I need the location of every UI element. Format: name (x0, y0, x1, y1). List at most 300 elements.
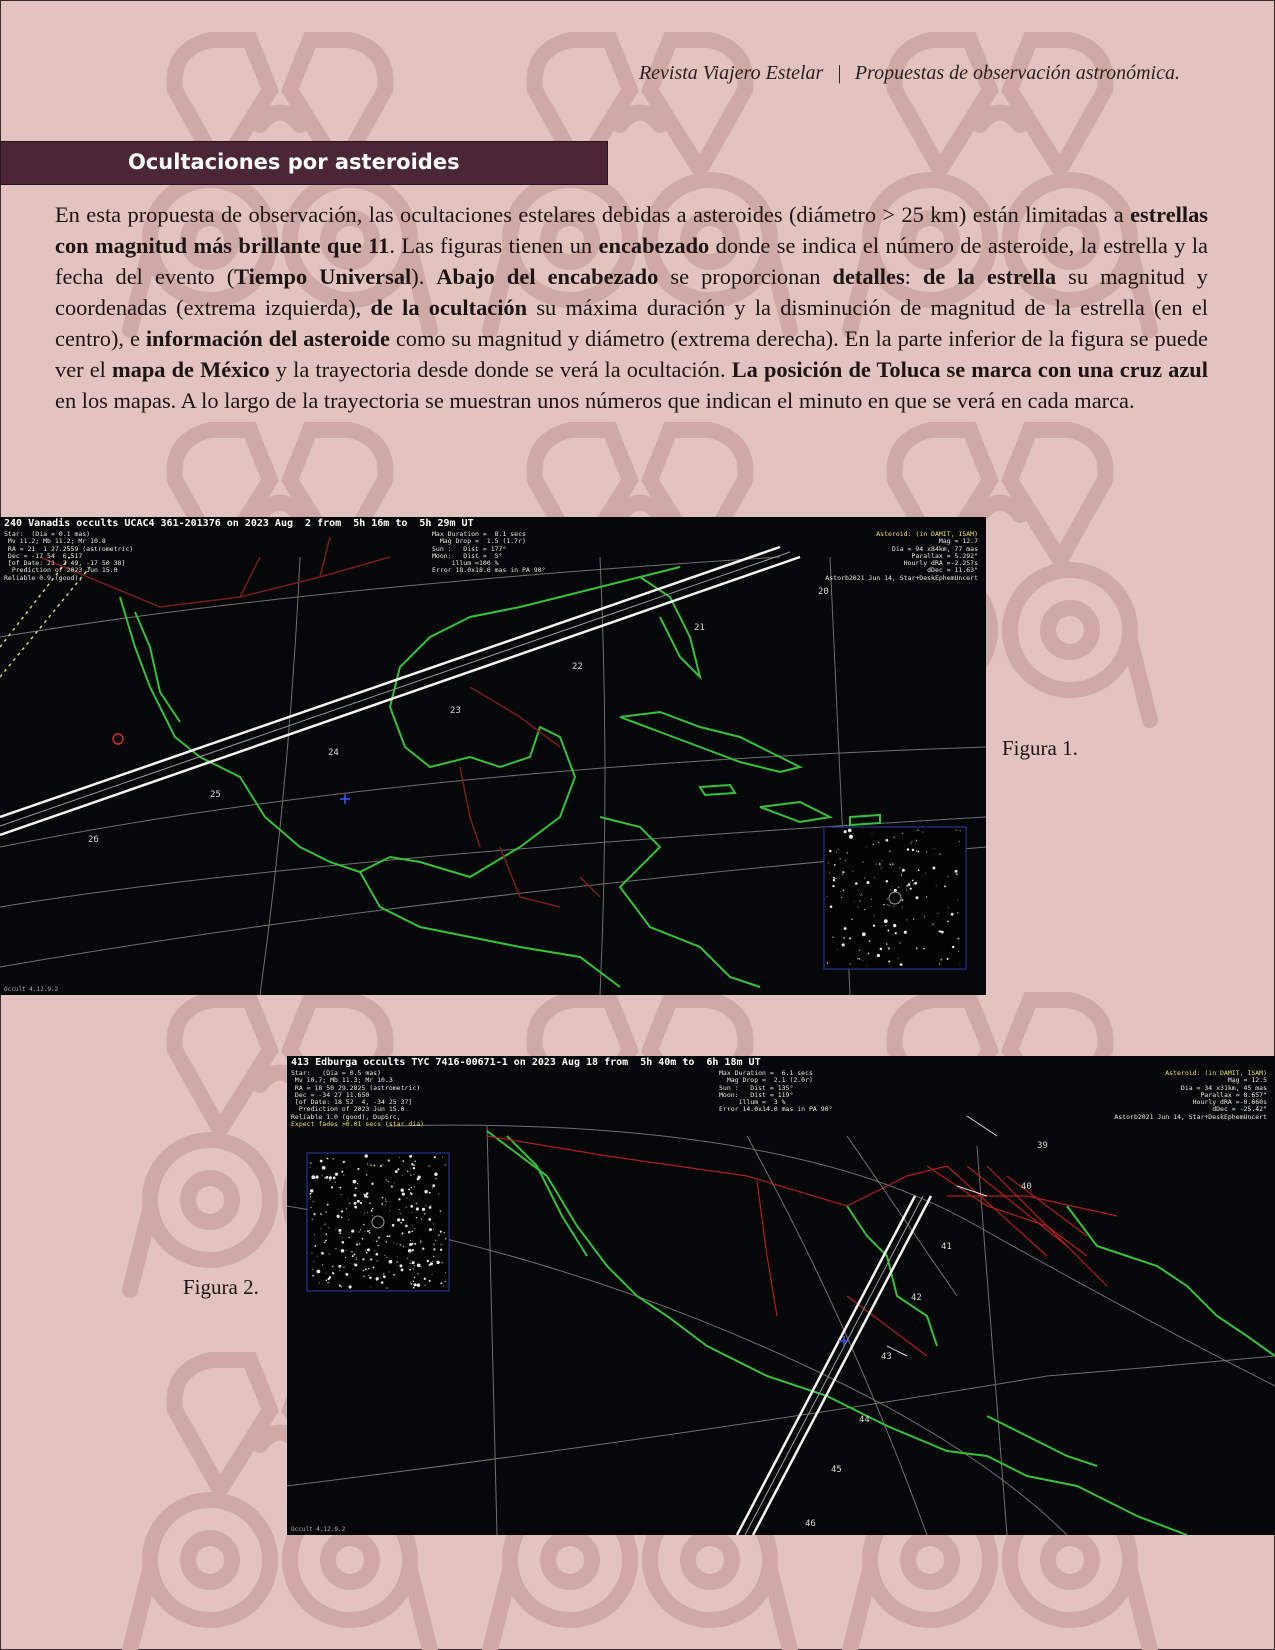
star-dot (443, 1286, 444, 1287)
star-dot (827, 896, 828, 897)
info-line: Mag = 12.5 (1227, 1076, 1267, 1085)
star-dot (883, 904, 884, 905)
star-dot (841, 891, 842, 892)
star-dot (410, 1260, 411, 1261)
star-dot (332, 1272, 334, 1274)
star-dot (869, 940, 871, 942)
star-dot (902, 907, 903, 908)
star-dot (401, 1268, 404, 1271)
star-dot (918, 869, 920, 871)
star-dot (367, 1248, 370, 1251)
star-dot (335, 1182, 336, 1183)
star-dot (413, 1281, 414, 1282)
star-dot (421, 1219, 422, 1220)
star-dot (902, 899, 904, 901)
star-dot (900, 963, 903, 966)
star-dot (841, 897, 842, 898)
star-dot (957, 900, 958, 901)
star-dot (349, 1203, 350, 1204)
star-dot (932, 924, 933, 925)
star-dot (397, 1256, 398, 1257)
star-dot (840, 858, 841, 859)
star-dot (425, 1205, 426, 1206)
star-dot (321, 1252, 324, 1255)
star-dot (842, 943, 845, 946)
star-dot (882, 860, 883, 861)
star-dot (383, 1275, 386, 1278)
star-dot (365, 1268, 367, 1270)
star-dot (394, 1183, 395, 1184)
star-dot (859, 900, 860, 901)
star-dot (848, 828, 852, 832)
star-dot (862, 862, 863, 863)
star-dot (386, 1287, 387, 1288)
info-line: Dec = -34 27 11.650 (291, 1090, 370, 1099)
star-dot (325, 1211, 326, 1212)
star-dot (445, 1238, 446, 1239)
star-dot (414, 1243, 416, 1245)
star-dot (960, 830, 961, 831)
star-dot (409, 1269, 411, 1271)
emphasis-text: Tiempo Universal (234, 264, 412, 289)
star-dot (849, 937, 851, 939)
star-dot (956, 873, 958, 875)
info-line: [of Date: 21 2 49, -17 50 38] (4, 559, 126, 568)
star-dot (916, 850, 917, 851)
star-dot (425, 1285, 426, 1286)
star-dot (431, 1205, 432, 1206)
star-dot (886, 839, 889, 842)
figure-1-map-svg (0, 517, 986, 995)
star-dot (386, 1201, 387, 1202)
star-dot (906, 885, 908, 887)
figure-1-caption: Figura 1. (1002, 736, 1078, 760)
star-dot (341, 1216, 343, 1218)
star-dot (918, 851, 920, 853)
star-dot (339, 1232, 341, 1234)
info-line: Dec = -17 54 6.517 (4, 551, 83, 560)
star-dot (832, 885, 834, 887)
star-dot (355, 1187, 357, 1189)
star-dot (888, 960, 890, 962)
star-dot (371, 1183, 373, 1185)
star-dot (910, 888, 912, 890)
star-dot (385, 1199, 386, 1200)
star-dot (313, 1201, 314, 1202)
star-dot (888, 948, 890, 950)
star-dot (907, 848, 910, 851)
star-dot (401, 1189, 404, 1192)
graticule-ticks (887, 1116, 997, 1356)
star-dot (374, 1165, 376, 1167)
star-dot (911, 841, 912, 842)
star-dot (902, 869, 905, 872)
star-dot (414, 1161, 415, 1162)
star-dot (328, 1278, 330, 1280)
star-dot (422, 1248, 424, 1250)
star-dot (365, 1201, 366, 1202)
star-dot (347, 1198, 348, 1199)
star-dot (314, 1245, 316, 1247)
star-dot (369, 1230, 370, 1231)
star-dot (400, 1244, 401, 1245)
star-dot (419, 1198, 420, 1199)
star-dot (364, 1154, 367, 1157)
star-dot (416, 1207, 419, 1210)
info-line: Dia = 34 x31km, 45 mas (1180, 1083, 1267, 1092)
star-dot (923, 948, 925, 950)
star-dot (958, 951, 959, 952)
star-dot (326, 1234, 328, 1236)
info-line: Prediction of 2023 Jun 15.0 (4, 566, 118, 575)
path-minute-label: 45 (831, 1465, 842, 1475)
star-dot (414, 1277, 415, 1278)
star-dot (430, 1262, 433, 1265)
star-dot (411, 1187, 412, 1188)
star-dot (438, 1194, 439, 1195)
emphasis-text: de la estrella (922, 264, 1057, 289)
star-dot (310, 1189, 313, 1192)
star-dot (432, 1184, 435, 1187)
star-dot (319, 1282, 320, 1283)
star-dot (341, 1194, 342, 1195)
info-line: Max Duration = 8.1 secs (432, 530, 526, 538)
star-dot (356, 1244, 358, 1246)
star-dot (354, 1194, 357, 1197)
star-dot (402, 1218, 405, 1221)
star-dot (428, 1165, 429, 1166)
info-line: Astorb2021 Jun 14, Star+DeskEphemUncert (825, 573, 978, 582)
star-dot (429, 1228, 432, 1231)
star-dot (827, 962, 828, 963)
star-dot (441, 1262, 442, 1263)
star-dot (313, 1261, 314, 1262)
star-dot (335, 1248, 336, 1249)
star-dot (890, 890, 891, 891)
star-dot (369, 1232, 371, 1234)
star-dot (410, 1282, 411, 1283)
star-dot (881, 868, 882, 869)
star-dot (374, 1250, 375, 1251)
star-dot (311, 1175, 315, 1179)
star-dot (382, 1164, 383, 1165)
star-dot (388, 1159, 390, 1161)
star-dot (407, 1198, 408, 1199)
star-dot (376, 1277, 379, 1280)
star-dot (877, 954, 880, 957)
body-text-run: se proporcionan (658, 264, 833, 289)
occultation-details-block (719, 1070, 833, 1114)
info-line: Error 14.0x14.0 mas in PA 90° (719, 1105, 833, 1114)
section-name: Propuestas de observación astronómica. (854, 62, 1180, 84)
star-dot (335, 1173, 338, 1176)
star-dot (362, 1238, 364, 1240)
star-dot (398, 1198, 400, 1200)
journal-name: Revista Viajero Estelar (638, 62, 824, 84)
star-dot (372, 1215, 373, 1216)
star-dot (414, 1265, 415, 1266)
star-dot (400, 1213, 401, 1214)
figure-2-occultation-map (287, 1056, 1275, 1535)
info-line: Mv 10.7; Mb 11.3; Mr 10.3 (291, 1076, 393, 1085)
star-dot (880, 948, 883, 951)
star-dot (412, 1261, 415, 1264)
star-dot (351, 1251, 352, 1252)
star-dot (366, 1192, 369, 1195)
star-dot (433, 1223, 434, 1224)
star-dot (376, 1240, 378, 1242)
star-dot (329, 1180, 330, 1181)
star-dot (405, 1225, 408, 1228)
star-dot (354, 1202, 357, 1205)
star-dot (332, 1266, 333, 1267)
star-dot (420, 1241, 422, 1243)
star-dot (429, 1206, 432, 1209)
star-dot (345, 1273, 347, 1275)
figure-1-occultation-map (0, 517, 986, 995)
star-dot (916, 948, 917, 949)
star-dot (408, 1231, 411, 1234)
star-dot (399, 1264, 402, 1267)
star-dot (363, 1224, 365, 1226)
star-dot (913, 918, 914, 919)
star-dot (836, 852, 837, 853)
star-dot (357, 1200, 360, 1203)
star-dot (434, 1173, 437, 1176)
info-line: Dia = 94 x84km, 77 mas (891, 544, 978, 553)
star-dot (915, 896, 918, 899)
star-dot (324, 1177, 325, 1178)
star-dot (348, 1219, 349, 1220)
star-dot (959, 963, 960, 964)
star-dot (389, 1272, 390, 1273)
star-dot (917, 830, 918, 831)
star-dot (435, 1240, 436, 1241)
star-dot (910, 882, 911, 883)
star-dot (313, 1275, 314, 1276)
star-dot (440, 1210, 441, 1211)
star-dot (325, 1280, 327, 1282)
info-line: Mag Drop = 2.1 (2.0r) (719, 1076, 813, 1085)
path-minute-label: 20 (818, 587, 829, 597)
star-dot (440, 1231, 442, 1233)
info-line: [of Date: 18 52 4, -34 25 37] (291, 1098, 413, 1107)
star-dot (352, 1255, 354, 1257)
star-dot (327, 1158, 328, 1159)
star-dot (325, 1240, 327, 1242)
star-dot (314, 1213, 315, 1214)
star-dot (324, 1242, 326, 1244)
star-dot (383, 1274, 384, 1275)
star-dot (843, 890, 844, 891)
star-dot (317, 1270, 321, 1274)
star-dot (416, 1217, 418, 1219)
star-dot (833, 879, 835, 881)
star-dot (349, 1285, 352, 1288)
star-dot (381, 1203, 383, 1205)
star-dot (843, 937, 845, 939)
star-dot (874, 877, 875, 878)
info-line: Hourly dRA =-0.660s (1192, 1098, 1267, 1107)
star-dot (864, 878, 865, 879)
star-details-block (4, 531, 133, 582)
star-dot (335, 1229, 336, 1230)
star-dot (354, 1264, 357, 1267)
star-dot (397, 1218, 400, 1221)
star-dot (357, 1183, 358, 1184)
star-dot (873, 915, 874, 916)
info-line: Sun : Dist = 135° (719, 1083, 794, 1092)
star-dot (401, 1232, 403, 1234)
star-dot (413, 1165, 415, 1167)
star-dot (879, 863, 881, 865)
star-dot (339, 1285, 341, 1287)
figure-2-header: 413 Edburga occults TYC 7416-00671-1 on 2023 Aug 18 from 5h 40m to 6h 18m UT (291, 1057, 761, 1068)
star-dot (887, 898, 888, 899)
star-dot (402, 1175, 403, 1176)
star-dot (417, 1283, 420, 1286)
star-dot (317, 1256, 318, 1257)
star-dot (389, 1260, 393, 1264)
path-minute-label: 39 (1037, 1141, 1048, 1151)
star-dot (429, 1192, 431, 1194)
star-field-inset (307, 1153, 449, 1291)
star-dot (432, 1274, 433, 1275)
figure-2-map-svg (287, 1056, 1275, 1535)
star-dot (878, 842, 879, 843)
star-dot (855, 882, 858, 885)
star-dot (892, 863, 894, 865)
star-dot (429, 1280, 431, 1282)
path-minute-label: 21 (694, 623, 705, 633)
star-dot (893, 924, 896, 927)
figure-2-software-footer: Occult 4.12.9.2 (291, 1526, 346, 1533)
info-line: Error 18.0x18.0 mas in PA 90° (432, 566, 546, 575)
star-dot (320, 1228, 321, 1229)
star-dot (406, 1207, 407, 1208)
star-dot (850, 963, 851, 964)
star-dot (309, 1193, 311, 1195)
star-dot (310, 1167, 311, 1168)
star-dot (433, 1244, 434, 1245)
star-dot (363, 1276, 364, 1277)
star-dot (926, 896, 927, 897)
star-dot (421, 1266, 422, 1267)
star-dot (866, 881, 869, 884)
info-line: dDec = -25.42" (1212, 1105, 1267, 1114)
star-dot (322, 1166, 326, 1170)
toluca-cross-icon (340, 794, 350, 804)
body-text-run: y la trayectoria desde donde se verá la ocultación. (269, 357, 732, 382)
header-separator: | (836, 62, 842, 84)
star-dot (916, 840, 917, 841)
star-dot (936, 886, 937, 887)
star-dot (351, 1230, 354, 1233)
star-dot (327, 1282, 328, 1283)
star-dot (844, 927, 847, 930)
star-dot (312, 1269, 313, 1270)
star-dot (333, 1176, 336, 1179)
star-dot (341, 1171, 343, 1173)
star-dot (898, 958, 899, 959)
info-line: Parallax = 8.657" (1200, 1090, 1267, 1099)
star-dot (899, 942, 900, 943)
star-dot (888, 947, 889, 948)
star-dot (381, 1281, 384, 1284)
star-dot (894, 889, 897, 892)
star-dot (955, 870, 958, 873)
star-dot (847, 852, 848, 853)
star-dot (370, 1164, 371, 1165)
star-dot (892, 886, 893, 887)
star-dot (412, 1225, 413, 1226)
path-minute-label: 22 (572, 662, 583, 672)
star-dot (904, 931, 907, 934)
star-dot (410, 1192, 411, 1193)
info-line: Mag Drop = 1.5 (1.7r) (432, 537, 526, 546)
star-dot (417, 1263, 421, 1267)
star-dot (328, 1227, 329, 1228)
star-dot (445, 1164, 446, 1165)
star-dot (434, 1156, 436, 1158)
star-dot (958, 938, 960, 940)
star-dot (377, 1260, 378, 1261)
star-dot (860, 895, 861, 896)
info-line: Asteroid: (in DAMIT, ISAM) (876, 530, 978, 538)
star-dot (329, 1254, 330, 1255)
star-dot (947, 876, 948, 877)
star-dot (341, 1241, 344, 1244)
info-line: RA = 18 50 29.2825 (astrometric) (291, 1083, 421, 1092)
figure-1-software-footer: Occult 4.12.9.2 (4, 986, 59, 993)
star-dot (364, 1213, 365, 1214)
star-dot (320, 1160, 323, 1163)
star-dot (889, 863, 891, 865)
star-dot (346, 1208, 347, 1209)
star-dot (408, 1249, 412, 1253)
star-dot (383, 1273, 384, 1274)
info-line: Mv 11.2; Mb 11.2; Mr 10.8 (4, 537, 106, 546)
asteroid-details-block (825, 531, 978, 582)
star-dot (914, 882, 917, 885)
section-title: Ocultaciones por asteroides (128, 150, 460, 174)
star-dot (367, 1196, 369, 1198)
path-minute-marks (88, 587, 829, 845)
star-dot (312, 1253, 313, 1254)
star-dot (912, 849, 915, 852)
star-dot (859, 950, 860, 951)
star-dot (957, 912, 958, 913)
star-dot (413, 1167, 415, 1169)
star-dot (362, 1258, 364, 1260)
star-dot (324, 1224, 325, 1225)
star-dot (389, 1210, 390, 1211)
star-dot (416, 1203, 417, 1204)
star-dot (445, 1272, 446, 1273)
star-dot (320, 1213, 322, 1215)
path-minute-label: 43 (881, 1352, 892, 1362)
info-line: Star: (Dia = 0.1 mas) (4, 530, 91, 538)
star-dot (859, 958, 860, 959)
star-dot (385, 1201, 386, 1202)
star-dot (442, 1157, 443, 1158)
star-dot (939, 963, 940, 964)
star-dot (441, 1244, 442, 1245)
body-text-run: ). (411, 264, 437, 289)
star-dot (396, 1261, 397, 1262)
star-dot (424, 1190, 427, 1193)
info-line: Asteroid: (in DAMIT, ISAM) (1165, 1069, 1267, 1077)
